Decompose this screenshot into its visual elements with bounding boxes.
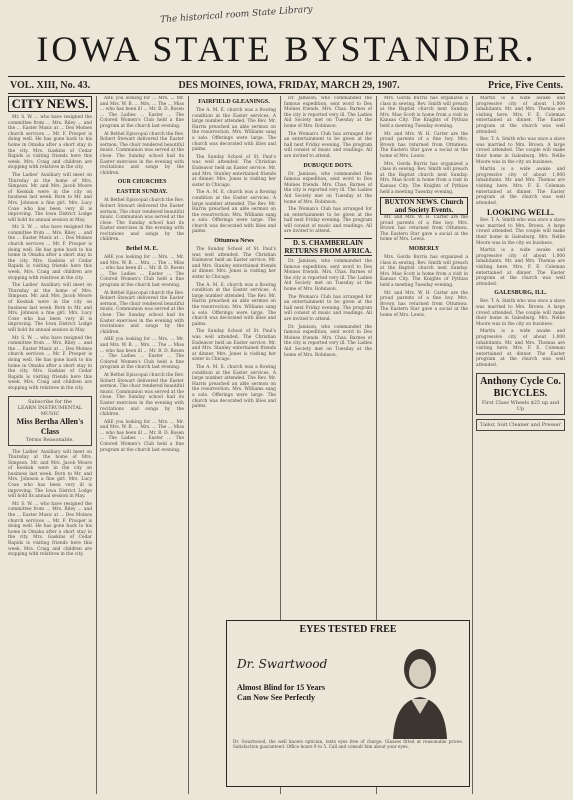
column-1	[8, 96, 92, 794]
article-text: Dr. Jamison, who commanded the famous expedition, sent word to Des Moines friends. Mrs. Chas. Barnes of the city is reported very ill. The Ladies Aid Society met on Tuesday at the home of Mrs. Robinson.	[284, 171, 372, 205]
column-rule	[188, 96, 189, 794]
article-text: Mr. and Mrs. W. H. Carter are the proud parents of a fine boy. Mrs. Brown has returned from Ottumwa. The Eastern Star gave a social at the home of Mrs. Lewis.	[380, 290, 468, 318]
bethel-heading: Bethel M. E.	[126, 246, 158, 253]
column-6	[476, 96, 565, 794]
portrait-illustration	[381, 639, 459, 739]
article-text: Mr. S. W. ... who have resigned the committee from ... Mrs. Riley ... and the ... Easter Music at ... Des Moines church services ... Mr. F. Prosper is doing well. He has gone back to his home in Omaha after a short stay in the city. Mrs. Gaskins of Cedar Rapids is visiting friends here this week. Mrs. Craig and children are stopping with relatives in the city.	[8, 115, 92, 171]
galesburg-heading: GALESBURG, ILL.	[494, 290, 547, 297]
article-text: The Ladies' Auxiliary will meet on Thursday at the home of Mrs. Simpson. Mr. and Mrs. Jacob Moore of Keokuk were in the city on business last week. Born to Mr. and Mrs. Johnson a fine girl. Mrs. Lucy Coxe who has been very ill is improving. The Iowa District Lodge will hold its annual session in May.	[8, 172, 92, 223]
article-text: The Sunday School of St. Paul's was well attended. The Christian Endeavor held an Easter service. Mr. and Mrs. Stanley entertained friends at dinner. Mrs. Jones is visiting her sister in Chicago.	[192, 329, 276, 363]
music-ad-terms: Terms Reasonable.	[25, 436, 75, 443]
music-ad-name: Miss Bertha Allen's Class	[16, 416, 84, 436]
buxton-heading: BUXTON NEWS. Church and Society Events.	[380, 197, 468, 215]
article-text: ARE you looking for ... Mrs. ... Mr. and Mrs. W. B. ... Mrs. ... The ... Miss ... who has been ill ... Mr. B. D. Rosen ... The Ladies ... Easter ... The Colored Women's Club held a fine program at the church last evening.	[100, 96, 184, 129]
article-text: Martin is a wide awake and progressive city of about 1,000 inhabitants. Mr. and Mrs. Thomas are visiting here. Mrs. F. E. Coleman entertained at dinner. The Easter program at the church was well attended.	[476, 167, 565, 206]
handwritten-note: The historical room State Library	[159, 4, 313, 26]
article-text: Mr. S. W. ... who have resigned the committee from ... Mrs. Riley ... and the ... Easter Music at ... Des Moines church services ... Mr. F. Prosper is doing well. He has gone back to his home in Omaha after a short stay in the city. Mrs. Gaskins of Cedar Rapids is visiting friends here this week. Mrs. Craig and children are stopping with relatives in the city.	[8, 225, 92, 281]
article-text: ARE you looking for ... Mrs. ... Mr. and Mrs. W. B. ... Mrs. ... The ... Miss ... who has been ill ... Mr. B. D. Rosen ... The Ladies ... Easter ... The Colored Women's Club held a fine program at the church last evening.	[100, 337, 184, 371]
article-text: Dr. Jamison, who commanded the famous expedition, sent word to Des Moines friends. Mrs. Chas. Barnes of the city is reported very ill. The Ladies Aid Society met on Tuesday at the home of Mrs. Robinson.	[284, 96, 372, 129]
bicycle-ad-title: Anthony Cycle Co. BICYCLES.	[480, 375, 561, 399]
bicycle-ad	[476, 373, 565, 415]
eyes-ad-line-2: Can Now See Perfectly	[237, 693, 315, 702]
article-text: The Woman's Club has arranged for an entertainment to be given at the hall next Friday evening. The program will consist of music and readings. All are invited to attend.	[284, 131, 372, 159]
eyes-ad-text: Dr. Swartwood, the well known optician, tests eyes free of charge. Glasses fitted at reasonable prices. Satisfaction guaranteed. Office hours 9 to 5. Call and consult him about your eyes.	[233, 739, 463, 750]
music-ad	[8, 396, 92, 446]
article-text: The A. M. E. church was a flowing condition at the Easter services. A large number attended. The Rev. Mr. Harris preached an able sermon on the resurrection. Mrs. Williams sang a solo. Offerings were large. The church was decorated with lilies and palms.	[192, 190, 276, 235]
music-ad-title: LEARN INSTRUMENTAL MUSIC	[17, 404, 83, 417]
column-rule	[96, 96, 97, 794]
article-text: Mr. S. W. ... who have resigned the committee from ... Mrs. Riley ... and the ... Easter Music at ... Des Moines church services ... Mr. F. Prosper is doing well. He has gone back to his home in Omaha after a short stay in the city. Mrs. Gaskins of Cedar Rapids is visiting friends here this week. Mrs. Craig and children are stopping with relatives in the city.	[8, 501, 92, 558]
dubuque-heading: DUBUQUE DOTS.	[303, 162, 353, 169]
dateline-bar	[8, 76, 565, 94]
chamberlain-heading: D. S. CHAMBERLAIN RETURNS FROM AFRICA.	[284, 239, 372, 256]
article-text: Mr. and Mrs. W. H. Carter are the proud parents of a fine boy. Mrs. Brown has returned from Ottumwa. The Eastern Star gave a social at the home of Mrs. Lewis.	[380, 215, 468, 243]
article-text: At Bethel Episcopal church the Rev. Robert Stewart delivered the Easter sermon. The choir rendered beautiful music. Communion was served at the close. The Sunday school had its Easter exercises in the evening with recitations and songs by the children.	[100, 198, 184, 243]
article-text: The A. M. E. church was a flowing condition at the Easter services. A large number attended. The Rev. Mr. Harris preached an able sermon on the resurrection. Mrs. Williams sang a solo. Offerings were large. The church was decorated with lilies and palms.	[192, 364, 276, 410]
article-text: Mrs. Gorda Burris has organized a class in sewing. Rev. Smith will preach at the Baptist church next Sunday. Mrs. Mae Scott is home from a visit in Kansas City. The Knights of Pythias held a meeting Tuesday evening.	[380, 255, 468, 289]
column-4	[284, 96, 372, 614]
article-text: Dr. Jamison, who commanded the famous expedition, sent word to Des Moines friends. Mrs. Chas. Barnes of the city is reported very ill. The Ladies Aid Society met on Tuesday at the home of Mrs. Robinson.	[284, 259, 372, 293]
article-text: At Bethel Episcopal church the Rev. Robert Stewart delivered the Easter sermon. The choir rendered beautiful music. Communion was served at the close. The Sunday school had its Easter exercises in the evening with recitations and songs by the children.	[100, 372, 184, 418]
easter-heading: EASTER SUNDAY.	[116, 189, 168, 196]
article-text: Rev. T. A. Smith who was once a slave was married to Mrs. Brown. A large crowd attended. The couple will make their home in Galesburg. Mrs. Nellie Moore was in the city on business.	[476, 218, 565, 246]
eyes-tested-ad	[226, 620, 470, 787]
article-text: Mrs. Gorda Burris has organized a class in sewing. Rev. Smith will preach at the Baptist church next Sunday. Mrs. Mae Scott is home from a visit in Kansas City. The Knights of Pythias held a meeting Tuesday evening.	[380, 96, 468, 129]
article-text: At Bethel Episcopal church the Rev. Robert Stewart delivered the Easter sermon. The choir rendered beautiful music. Communion was served at the close. The Sunday school had its Easter exercises in the evening with recitations and songs by the children.	[100, 131, 184, 176]
article-text: The A. M. E. church was a flowing condition at the Easter services. A large number attended. The Rev. Mr. Harris preached an able sermon on the resurrection. Mrs. Williams sang a solo. Offerings were large. The church was decorated with lilies and palms.	[192, 108, 276, 153]
moberly-heading: MOBERLY	[408, 246, 440, 253]
article-text: ARE you looking for ... Mrs. ... Mr. and Mrs. W. B. ... Mrs. ... The ... Miss ... who has been ill ... Mr. B. D. Rosen ... The Ladies ... Easter ... The Colored Women's Club held a fine program at the church last evening.	[100, 255, 184, 289]
article-text: Martin is a wide awake and progressive city of about 1,000 inhabitants. Mr. and Mrs. Thomas are visiting here. Mrs. F. E. Coleman entertained at dinner. The Easter program at the church was well attended.	[476, 96, 565, 135]
article-text: The Sunday School of St. Paul's was well attended. The Christian Endeavor held an Easter service. Mr. and Mrs. Stanley entertained friends at dinner. Mrs. Jones is visiting her sister in Chicago.	[192, 154, 276, 188]
column-rule	[472, 96, 473, 794]
article-text: At Bethel Episcopal church the Rev. Robert Stewart delivered the Easter sermon. The choir rendered beautiful music. Communion was served at the close. The Sunday school had its Easter exercises in the evening with recitations and songs by the children.	[100, 290, 184, 335]
city-news-heading: CITY NEWS.	[8, 96, 92, 112]
article-text: Rev. T. A. Smith who was once a slave was married to Mrs. Brown. A large crowd attended. The couple will make their home in Galesburg. Mrs. Nellie Moore was in the city on business.	[476, 299, 565, 327]
music-ad-line: Subscribe for the	[28, 398, 72, 405]
article-text: Mr. and Mrs. W. H. Carter are the proud parents of a fine boy. Mrs. Brown has returned from Ottumwa. The Eastern Star gave a social at the home of Mrs. Lewis.	[380, 131, 468, 159]
article-text: The Ladies' Auxiliary will meet on Thursday at the home of Mrs. Simpson. Mr. and Mrs. Jacob Moore of Keokuk were in the city on business last week. Born to Mr. and Mrs. Johnson a fine girl. Mrs. Lucy Coxe who has been very ill is improving. The Iowa District Lodge will hold its annual session in May.	[8, 449, 92, 500]
looking-well-heading: LOOKING WELL.	[487, 208, 554, 218]
article-text: The A. M. E. church was a flowing condition at the Easter services. A large number attended. The Rev. Mr. Harris preached an able sermon on the resurrection. Mrs. Williams sang a solo. Offerings were large. The church was decorated with lilies and palms.	[192, 282, 276, 327]
column-2	[100, 96, 184, 794]
tailor-ad	[476, 419, 565, 431]
volume-number: VOL. XIII, No. 43.	[10, 79, 91, 91]
article-text: Martin is a wide awake and progressive city of about 1,000 inhabitants. Mr. and Mrs. Thomas are visiting here. Mrs. F. E. Coleman entertained at dinner. The Easter program at the church was well attended.	[476, 329, 565, 368]
article-text: Rev. T. A. Smith who was once a slave was married to Mrs. Brown. A large crowd attended. The couple will make their home in Galesburg. Mrs. Nellie Moore was in the city on business.	[476, 137, 565, 165]
article-text: ARE you looking for ... Mrs. ... Mr. and Mrs. W. B. ... Mrs. ... The ... Miss ... who has been ill ... Mr. B. D. Rosen ... The Ladies ... Easter ... The Colored Women's Club held a fine program at the church last evening.	[100, 419, 184, 453]
ottumwa-heading: Ottumwa News	[214, 238, 254, 245]
eyes-ad-signature: Dr. Swartwood	[237, 657, 328, 671]
eyes-ad-line-1: Almost Blind for 15 Years	[237, 683, 325, 692]
churches-heading: OUR CHURCHES	[117, 179, 167, 186]
article-text: The Woman's Club has arranged for an entertainment to be given at the hall next Friday evening. The program will consist of music and readings. All are invited to attend.	[284, 294, 372, 322]
price: Price, Five Cents.	[488, 79, 563, 91]
article-text: Mrs. Gorda Burris has organized a class in sewing. Rev. Smith will preach at the Baptist church next Sunday. Mrs. Mae Scott is home from a visit in Kansas City. The Knights of Pythias held a meeting Tuesday evening.	[380, 161, 468, 195]
eyes-ad-title: EYES TESTED FREE	[299, 624, 397, 635]
article-text: Dr. Jamison, who commanded the famous expedition, sent word to Des Moines friends. Mrs. Chas. Barnes of the city is reported very ill. The Ladies Aid Society met on Tuesday at the home of Mrs. Robinson.	[284, 324, 372, 358]
eyes-ad-headline	[237, 683, 325, 703]
tailor-ad-line: Tailor, Suit Cleaner and Presser	[480, 421, 561, 428]
article-text: Martin is a wide awake and progressive city of about 1,000 inhabitants. Mr. and Mrs. Thomas are visiting here. Mrs. F. E. Coleman entertained at dinner. The Easter program at the church was well attended.	[476, 248, 565, 287]
fairfield-heading: FAIRFIELD GLEANINGS.	[198, 99, 270, 105]
column-5	[380, 96, 468, 614]
article-text: The Sunday School of St. Paul's was well attended. The Christian Endeavor held an Easter service. Mr. and Mrs. Stanley entertained friends at dinner. Mrs. Jones is visiting her sister in Chicago.	[192, 247, 276, 281]
masthead: IOWA STATE BYSTANDER.	[36, 29, 537, 69]
bicycle-ad-line: First Class Wheels $25 up and Up	[481, 399, 560, 412]
issue-date: DES MOINES, IOWA, FRIDAY, MARCH 29, 1907.	[178, 79, 400, 91]
article-text: Mr. S. W. ... who have resigned the committee from ... Mrs. Riley ... and the ... Easter Music at ... Des Moines church services ... Mr. F. Prosper is doing well. He has gone back to his home in Omaha after a short stay in the city. Mrs. Gaskins of Cedar Rapids is visiting friends here this week. Mrs. Craig and children are stopping with relatives in the city.	[8, 335, 92, 391]
article-text: The Woman's Club has arranged for an entertainment to be given at the hall next Friday evening. The program will consist of music and readings. All are invited to attend.	[284, 207, 372, 235]
article-text: The Ladies' Auxiliary will meet on Thursday at the home of Mrs. Simpson. Mr. and Mrs. Jacob Moore of Keokuk were in the city on business last week. Born to Mr. and Mrs. Johnson a fine girl. Mrs. Lucy Coxe who has been very ill is improving. The Iowa District Lodge will hold its annual session in May.	[8, 283, 92, 333]
